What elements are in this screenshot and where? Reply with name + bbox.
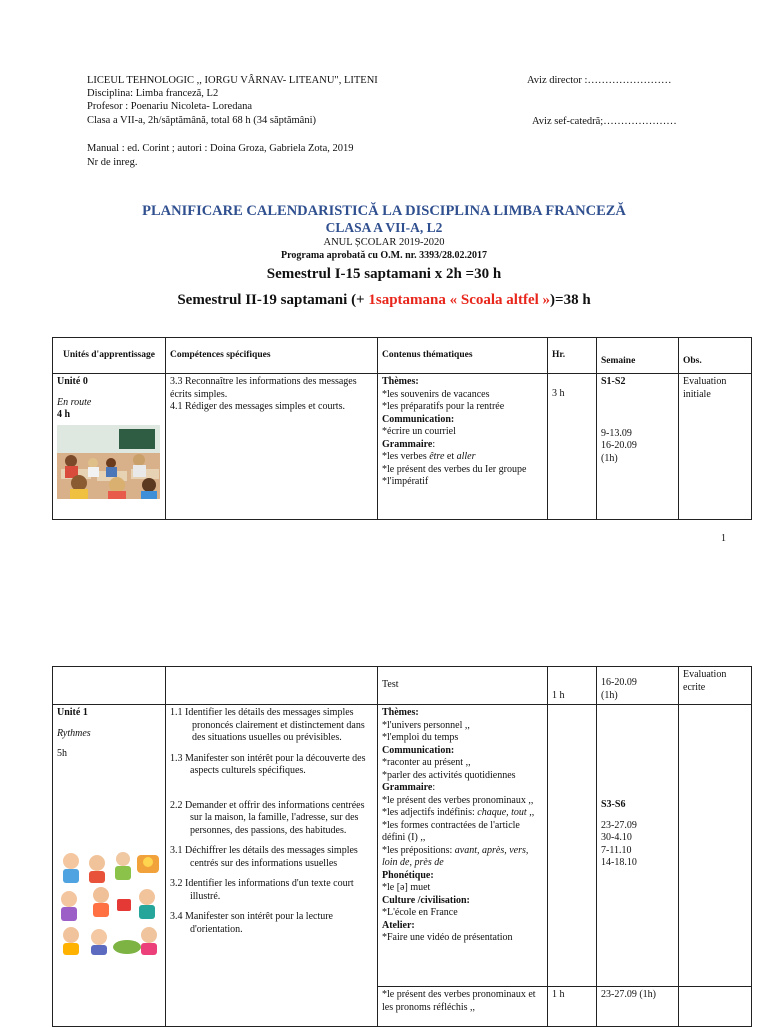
unit-0-label: Unité 0 [57, 376, 88, 387]
communication-item: *raconter au présent ,, [382, 757, 471, 768]
test-week-cell [597, 667, 679, 705]
test-week-hours: (1h) [601, 689, 618, 701]
unit-0-obs: Evaluation initiale [679, 374, 752, 520]
main-title: PLANIFICARE CALENDARISTICĂ LA DISCIPLINA LIMBA FRANCEZĂ [142, 203, 626, 219]
week-item: 16-20.09 [601, 440, 637, 451]
unit-0-hours-cell [548, 374, 597, 520]
unit-1-competences [166, 705, 378, 1027]
week-item: 7-11.10 [601, 844, 632, 856]
test-hours: 1 h [548, 667, 597, 705]
theme-item: *l'univers personnel ,, [382, 719, 470, 731]
test-obs: Evaluation ecrite [679, 667, 752, 705]
aviz-director: Aviz director :…………………… [527, 75, 672, 86]
registration-line: Nr de inreg. [87, 157, 138, 168]
unit-1-contents [378, 705, 548, 987]
grammar-item: *les verbes être et aller [382, 451, 476, 462]
school-name: LICEUL TEHNOLOGIC ,, IORGU VÂRNAV- LITEANU", LITENI [87, 75, 378, 86]
grammar-item: *le présent des verbes pronominaux ,, [382, 794, 534, 806]
themes-label: Thèmes: [382, 707, 419, 718]
row2-content: *le présent des verbes pronominaux et les pronoms réfléchis ,, [378, 987, 548, 1027]
week-item: 30-4.10 [601, 832, 632, 843]
row2-obs [679, 987, 752, 1027]
communication-item: *parler des activités quotidiennes [382, 769, 516, 781]
phonetics-item: *le [ə] muet [382, 882, 431, 893]
competence-3-2: 3.2 Identifier les informations d'un texte court illustré. [170, 878, 354, 902]
theme-item: *les préparatifs pour la rentrée [382, 401, 505, 412]
unit-1-name: Rythmes [57, 727, 91, 739]
competence-1-3: 1.3 Manifester son intérêt pour la découverte des aspects culturels spécifiques. [170, 752, 366, 776]
semaine-code: S3-S6 [601, 799, 626, 810]
unit-1-cell [53, 705, 166, 1027]
grammar-item: *les formes contractées de l'article défini (I) ,, [382, 819, 520, 843]
theme-item: *les souvenirs de vacances [382, 388, 490, 400]
row2-week: 23-27.09 (1h) [597, 987, 679, 1027]
competence-3-1: 3.1 Déchiffrer les détails des messages simples centrés sur des informations usuelles [170, 845, 358, 869]
school-year: ANUL ȘCOLAR 2019-2020 [323, 237, 445, 248]
unit-1-hours-cell [548, 705, 597, 987]
row2-hours: 1 h [548, 987, 597, 1027]
unit-1-label: Unité 1 [57, 707, 88, 718]
scoala-altfel-highlight: 1saptamana « Scoala altfel » [368, 292, 551, 308]
phonetics-label: Phonétique: [382, 869, 434, 881]
grammar-label: Grammaire: [382, 438, 436, 450]
unit-0-weeks [597, 374, 679, 520]
header-competences: Compétences spécifiques [166, 338, 378, 374]
unit-0-cell [53, 374, 166, 520]
week-item: (1h) [601, 452, 618, 464]
unit-0-name: En route [57, 396, 92, 408]
unit-1-weeks [597, 705, 679, 987]
unit-0-contents [378, 374, 548, 520]
competence-3-4: 3.4 Manifester son intérêt pour la lecture d'orientation. [170, 911, 333, 935]
class-info-line: Clasa a VII-a, 2h/săptămână, total 68 h (34 săptămâni) [87, 115, 316, 126]
empty-cell [53, 667, 166, 705]
communication-item: *écrire un courriel [382, 426, 456, 437]
semester-2-line: Semestrul II-19 saptamani (+ 1saptamana « Scoala altfel »)=38 h [177, 292, 591, 308]
discipline-line: Disciplina: Limba franceză, L2 [87, 88, 219, 99]
planning-table-1 [52, 337, 752, 520]
header-obs: Obs. [679, 338, 752, 374]
theme-item: *l'emploi du temps [382, 732, 459, 743]
atelier-label: Atelier: [382, 919, 415, 931]
programa-line: Programa aprobată cu O.M. nr. 3393/28.02.2017 [281, 250, 487, 261]
semester-1-line: Semestrul I-15 saptamani x 2h =30 h [266, 266, 502, 282]
unit-1-hours: 5h [57, 748, 67, 759]
test-week: 16-20.09 [601, 677, 637, 688]
header-unites: Unités d'apprentissage [53, 338, 166, 374]
planning-table-2 [52, 666, 752, 1027]
grammar-label: Grammaire: [382, 782, 436, 793]
competence-3-3: 3.3 Reconnaître les informations des messages écrits simples. [170, 376, 357, 400]
grammar-item: *les adjectifs indéfinis: chaque, tout ,, [382, 807, 535, 818]
grammar-item: *les prépositions: avant, après, vers, loin de, près de [382, 844, 529, 868]
competence-1-1: 1.1 Identifier les détails des messages simples prononcés clairement et distinctement dans des situations usuelles ou prévisibles. [170, 707, 365, 743]
page-number: 1 [721, 533, 726, 544]
teacher-line: Profesor : Poenariu Nicoleta- Loredana [87, 101, 253, 112]
competence-4-1: 4.1 Rédiger des messages simples et courts. [170, 401, 345, 412]
classroom-photo [57, 425, 160, 499]
communication-label: Communication: [382, 744, 455, 756]
atelier-item: *Faire une vidéo de présentation [382, 932, 513, 943]
header-hours: Hr. [548, 338, 597, 374]
manual-line: Manual : ed. Corint ; autori : Doina Groza, Gabriela Zota, 2019 [87, 143, 354, 154]
grammar-item: *l'impératif [382, 476, 429, 487]
header-semaine: Semaine [597, 338, 679, 374]
empty-cell [166, 667, 378, 705]
header-contenus: Contenus thématiques [378, 338, 548, 374]
unit-1-obs [679, 705, 752, 987]
culture-item: *L'école en France [382, 907, 458, 918]
unit-0-hours: 4 h [57, 409, 71, 420]
test-label: Test [378, 667, 548, 705]
communication-label: Communication: [382, 413, 455, 425]
themes-label: Thèmes: [382, 376, 419, 387]
class-title: CLASA A VII-A, L2 [325, 220, 443, 235]
unit-0-competences [166, 374, 378, 520]
grammar-item: *le présent des verbes du Ier groupe [382, 463, 527, 475]
children-illustration [57, 849, 162, 959]
semaine-code: S1-S2 [601, 376, 626, 387]
week-item: 14-18.10 [601, 857, 637, 868]
unit-0-hr: 3 h [552, 388, 565, 399]
week-item: 23-27.09 [601, 819, 637, 831]
culture-label: Culture /civilisation: [382, 894, 470, 906]
week-item: 9-13.09 [601, 427, 632, 439]
competence-2-2: 2.2 Demander et offrir des informations centrées sur la maison, la famille, l'adresse, sur des personnes, des passions, des habitudes. [170, 799, 365, 836]
aviz-sef-catedra: Aviz sef-catedră;………………… [532, 116, 677, 127]
